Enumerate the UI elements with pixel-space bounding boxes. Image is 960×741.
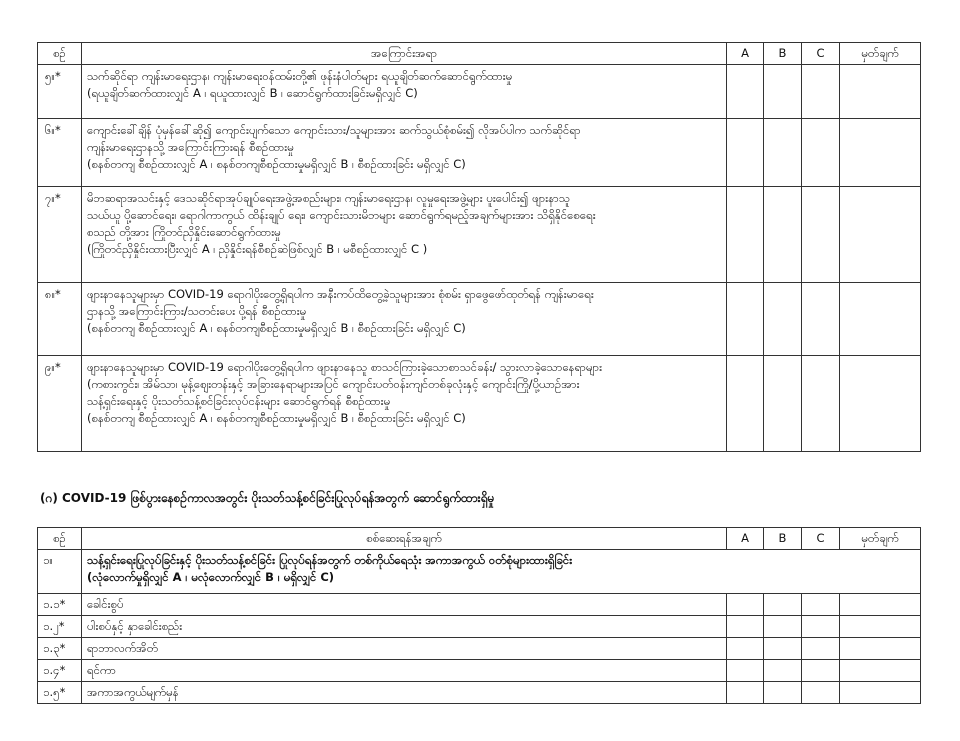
row-text-line: ကျောင်းခေါ်ချိန် ပုံမှန်ခေါ်ဆို၍ ကျောင်းပျက်သော ကျောင်းသား/သူများအား ဆက်သွယ်စုံစမ်း၍ လိုအပ်ပါက သက်ဆိုင်ရာ [87,123,581,137]
col-header-no: စဉ် [38,528,82,550]
rating-b-cell[interactable] [764,682,802,704]
table-row [38,283,921,356]
rating-c-cell[interactable] [802,356,840,452]
row-subject [82,283,727,356]
row-item: အကာအကွယ်မျက်မှန် [82,682,727,704]
remarks-cell[interactable] [840,187,921,283]
row-number: ၁.၂* [38,616,82,638]
row-item: ပါးစပ်နှင့် နှာခေါင်းစည်း [82,616,727,638]
row-subject [82,65,727,119]
rating-a-cell[interactable] [727,682,764,704]
remarks-cell[interactable] [840,283,921,356]
checklist-table-1 [37,42,921,452]
row-text-line: ဖျားနာနေသူများမှာ COVID-19 ရောဂါပိုးတွေ့ရှိရပါက အနီးကပ်ထိတွေ့ခဲ့သူများအား စုံစမ်း ရှာဖွေဖော်ထုတ်ရန် ကျန်းမာရေး [87,287,594,301]
rating-c-cell[interactable] [802,283,840,356]
row-number: ၁.၁* [38,594,82,616]
remarks-cell[interactable] [840,682,921,704]
table-row [38,65,921,119]
row-text-line: (စနစ်တကျ စီစဉ်ထားလျှင် A ၊ စနစ်တကျစီစဉ်ထားမှုမရှိလျှင် B ၊ စီစဉ်ထားခြင်း မရှိလျှင် C) [87,321,466,335]
row-text-line: မိဘဆရာအသင်းနှင့် ဒေသဆိုင်ရာအုပ်ချုပ်ရေးအဖွဲ့အစည်းများ၊ ကျန်းမာရေးဌာန၊ လူမှုရေးအဖွဲ့များ ပူးပေါင်း၍ ဖျားနာသူ [87,191,571,205]
rating-b-cell[interactable] [764,638,802,660]
row-text-line: (လုံလောက်မှုရှိလျှင် A ၊ မလုံလောက်လျှင် B ၊ မရှိလျှင် C) [87,570,335,584]
rating-b-cell[interactable] [764,660,802,682]
row-text-line: (ရယူချိတ်ဆက်ထားလျှင် A ၊ ရယူထားလျှင် B ၊ ဆောင်ရွက်ထားခြင်းမရှိလျှင် C) [87,86,418,100]
row-text-line: သက်ဆိုင်ရာ ကျန်းမာရေးဌာန၊ ကျန်းမာရေးဝန်ထမ်းတို့၏ ဖုန်းနံပါတ်များ ရယူချိတ်ဆက်ဆောင်ရွက်ထားမှု [87,69,513,83]
table-row [38,660,921,682]
remarks-cell[interactable] [840,356,921,452]
rating-b-cell[interactable] [764,616,802,638]
row-number: ၁.၄* [38,660,82,682]
row-number: ၉။* [38,356,82,452]
row-text-line: ဌာနသို့ အကြောင်းကြား/သတင်းပေး ပို့ရန် စီစဉ်ထားမှု [87,304,307,318]
row-subject [82,119,727,187]
rating-a-cell[interactable] [727,356,764,452]
rating-b-cell[interactable] [764,65,802,119]
rating-b-cell[interactable] [764,119,802,187]
row-subject [82,550,921,594]
table-row [38,616,921,638]
row-text-line: (ကြိုတင်ညှိနှိုင်းထားပြီးလျှင် A ၊ ညှိနှိုင်းရန်စီစဉ်ဆဲဖြစ်လျှင် B ၊ မစီစဉ်ထားလျှင် C ) [87,242,428,256]
rating-a-cell[interactable] [727,594,764,616]
rating-a-cell[interactable] [727,187,764,283]
row-number: ၆။* [38,119,82,187]
col-header-a: A [727,528,764,550]
checklist-table-2 [37,527,921,704]
row-text-line: စသည် တို့အား ကြိုတင်ညှိနှိုင်းဆောင်ရွက်ထားမှု [87,225,281,239]
col-header-c: C [802,528,840,550]
remarks-cell[interactable] [840,65,921,119]
rating-b-cell[interactable] [764,187,802,283]
row-item: ရင်ကာ [82,660,727,682]
row-number: ၁.၅* [38,682,82,704]
col-header-a: A [727,43,764,65]
rating-c-cell[interactable] [802,616,840,638]
row-text-line: ကျန်းမာရေးဌာနသို့ အကြောင်းကြားရန် စီစဉ်ထားမှု [87,140,294,154]
rating-c-cell[interactable] [802,594,840,616]
table-intro-row [38,550,921,594]
rating-b-cell[interactable] [764,594,802,616]
rating-c-cell[interactable] [802,187,840,283]
row-item: ရာဘာလက်အိတ် [82,638,727,660]
table-row [38,682,921,704]
table-row [38,187,921,283]
row-subject [82,356,727,452]
row-number: ၈။* [38,283,82,356]
remarks-cell[interactable] [840,660,921,682]
remarks-cell[interactable] [840,638,921,660]
rating-c-cell[interactable] [802,682,840,704]
row-number: ၅။* [38,65,82,119]
row-text-line: သန့်ရှင်းရေးပြုလုပ်ခြင်းနှင့် ပိုးသတ်သန့်စင်ခြင်း ပြုလုပ်ရန်အတွက် တစ်ကိုယ်ရေသုံး အကာအကွယ် ဝတ်စုံများထားရှိခြင်း [87,553,573,567]
rating-a-cell[interactable] [727,660,764,682]
row-item: ခေါင်းစွပ် [82,594,727,616]
section-heading: (ဂ) COVID-19 ဖြစ်ပွားနေစဉ်ကာလအတွင်း ပိုးသတ်သန့်စင်ခြင်းပြုလုပ်ရန်အတွက် ဆောင်ရွက်ထားရှိမှု [40,491,495,505]
rating-a-cell[interactable] [727,65,764,119]
col-header-b: B [764,528,802,550]
row-text-line: (စနစ်တကျ စီစဉ်ထားလျှင် A ၊ စနစ်တကျစီစဉ်ထားမှုမရှိလျှင် B ၊ စီစဉ်ထားခြင်း မရှိလျှင် C) [87,157,466,171]
rating-b-cell[interactable] [764,356,802,452]
remarks-cell[interactable] [840,594,921,616]
rating-a-cell[interactable] [727,638,764,660]
rating-a-cell[interactable] [727,283,764,356]
col-header-c: C [802,43,840,65]
rating-c-cell[interactable] [802,65,840,119]
remarks-cell[interactable] [840,616,921,638]
table-header-row [38,43,921,65]
col-header-subject: အကြောင်းအရာ [82,43,727,65]
rating-a-cell[interactable] [727,119,764,187]
row-text-line: သယ်ယူ ပို့ဆောင်ရေး၊ ရောဂါကာကွယ် ထိန်းချုပ် ရေး၊ ကျောင်းသားမိဘများ ဆောင်ရွက်ရမည့်အချက်များအား သိရှိနိုင်စေရေး [87,208,596,222]
row-subject [82,187,727,283]
table-row [38,638,921,660]
row-text-line: သန့်ရှင်းရေးနှင့် ပိုးသတ်သန့်စင်ခြင်းလုပ်ငန်းများ ဆောင်ရွက်ရန် စီစဉ်ထားမှု [87,394,391,408]
row-text-line: ဖျားနာနေသူများမှာ COVID-19 ရောဂါပိုးတွေ့ရှိရပါက ဖျားနာနေသူ စာသင်ကြားခဲ့သောစာသင်ခန်း/ သွားလာခဲ့သောနေရာများ [87,360,603,374]
rating-c-cell[interactable] [802,638,840,660]
row-number: ၇။* [38,187,82,283]
row-text-line: (စနစ်တကျ စီစဉ်ထားလျှင် A ၊ စနစ်တကျစီစဉ်ထားမှုမရှိလျှင် B ၊ စီစဉ်ထားခြင်း မရှိလျှင် C) [87,411,466,425]
row-text-line: (ကစားကွင်း၊ အိမ်သာ၊ မုန့်ဈေးတန်းနှင့် အခြားနေရာများအပြင် ကျောင်းပတ်ဝန်းကျင်တစ်ခုလုံးနှင့် ကျောင်းကြို/ပို့ယာဉ်အား [87,377,580,391]
remarks-cell[interactable] [840,119,921,187]
col-header-remarks: မှတ်ချက် [840,528,921,550]
rating-c-cell[interactable] [802,660,840,682]
table-header-row [38,528,921,550]
rating-b-cell[interactable] [764,283,802,356]
row-number: ၁.၃* [38,638,82,660]
rating-c-cell[interactable] [802,119,840,187]
table-row [38,356,921,452]
col-header-b: B [764,43,802,65]
col-header-no: စဉ် [38,43,82,65]
table-row [38,119,921,187]
col-header-remarks: မှတ်ချက် [840,43,921,65]
table-row [38,594,921,616]
col-header-subject: စစ်ဆေးရန်အချက် [82,528,727,550]
row-number: ၁။ [38,550,82,594]
rating-a-cell[interactable] [727,616,764,638]
